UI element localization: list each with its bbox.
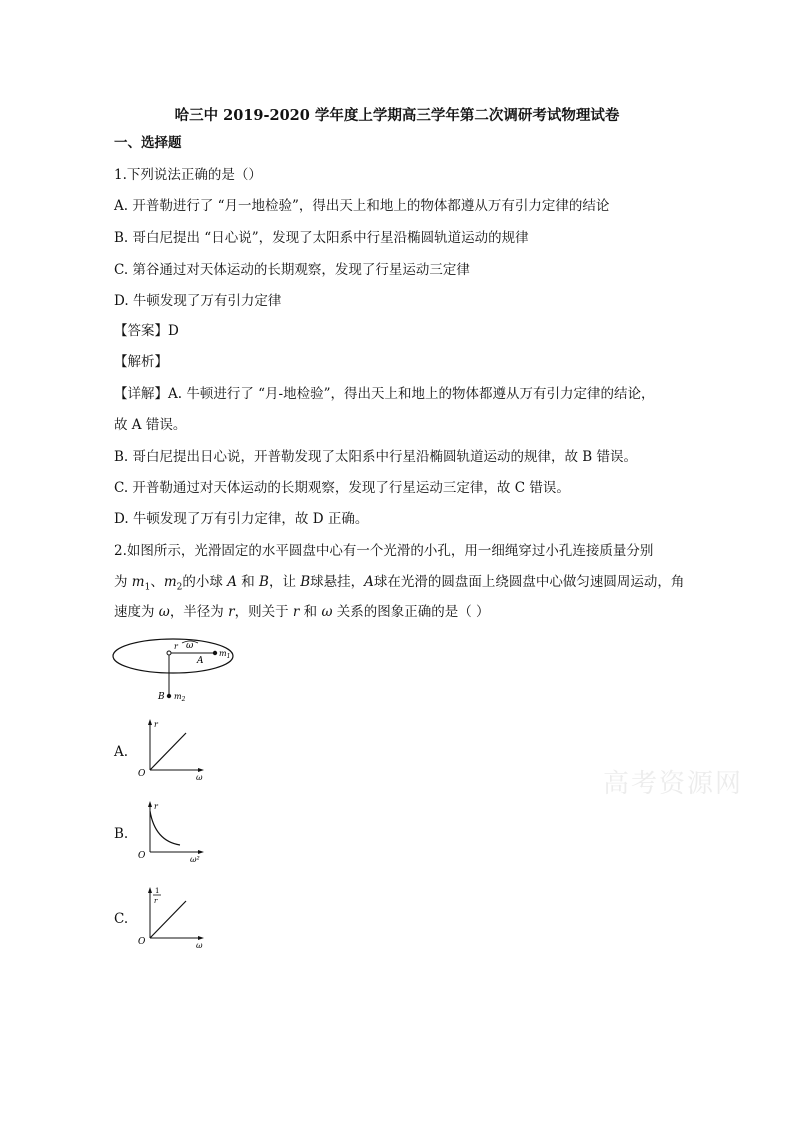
q2-option-c-label[interactable]: C. (114, 911, 129, 927)
label-m1: $m_1$ (219, 649, 231, 660)
q1-detail-line: D. 牛顿发现了万有引力定律，故 D 正确。 (114, 511, 369, 527)
x-axis-label: ω (196, 773, 203, 780)
label-r: r (174, 642, 178, 651)
ball-a (213, 651, 217, 655)
x-axis-label: ω² (190, 855, 200, 864)
origin-label: O (138, 937, 146, 947)
y-arrow (148, 801, 152, 807)
x-arrow (198, 850, 204, 854)
q2-option-c-graph[interactable] (136, 884, 208, 948)
q2-option-a-graph[interactable] (136, 716, 208, 780)
disc-ellipse (113, 639, 233, 673)
y-axis-label: r (154, 802, 158, 811)
q2-stem-line3: 速度为 ω，半径为 r，则关于 r 和 ω 关系的图象正确的是（ ） (114, 604, 490, 620)
q1-option-d: D. 牛顿发现了万有引力定律 (114, 293, 282, 309)
q1-detail-line: C. 开普勒通过对天体运动的长期观察，发现了行星运动三定律，故 C 错误。 (114, 480, 570, 496)
hole (167, 651, 171, 655)
disc-figure (112, 636, 252, 704)
q1-stem: 1.下列说法正确的是（） (114, 167, 262, 183)
x-arrow (198, 936, 204, 940)
q1-option-c: C. 第谷通过对天体运动的长期观察，发现了行星运动三定律 (114, 262, 470, 278)
q1-option-a: A. 开普勒进行了 “月一地检验”，得出天上和地上的物体都遵从万有引力定律的结论 (114, 198, 610, 214)
plot-line (150, 733, 186, 770)
y-axis-label-numerator: 1 (155, 887, 160, 895)
page-title: 哈三中 2019-2020 学年度上学期高三学年第二次调研考试物理试卷 (174, 107, 620, 124)
label-omega: ω (186, 641, 194, 651)
y-axis-label: r (154, 720, 158, 729)
q2-option-b-graph[interactable] (136, 798, 208, 864)
y-arrow (148, 719, 152, 725)
q1-detail-line: 【详解】A. 牛顿进行了 “月-地检验”，得出天上和地上的物体都遵从万有引力定律的结论， (114, 386, 655, 402)
watermark: 高考资源网 (603, 769, 744, 799)
label-a: A (197, 656, 204, 666)
label-b: B (158, 692, 165, 702)
plot-line (150, 901, 186, 938)
q2-stem-line1: 2.如图所示，光滑固定的水平圆盘中心有一个光滑的小孔，用一细绳穿过小孔连接质量分别 (114, 543, 654, 559)
q2-option-a-label[interactable]: A. (114, 744, 129, 760)
y-arrow (148, 887, 152, 893)
q1-detail-line: B. 哥白尼提出日心说，开普勒发现了太阳系中行星沿椭圆轨道运动的规律，故 B 错误。 (114, 449, 638, 465)
q2-stem-line2: 为 $m_1$、$m_2$的小球 A 和 B，让 B球悬挂，A球在光滑的圆盘面上绕圆盘中心做匀速圆周运动，角 (114, 574, 685, 593)
x-axis-label: ω (196, 941, 203, 948)
x-arrow (198, 768, 204, 772)
q1-option-b: B. 哥白尼提出 “日心说”，发现了太阳系中行星沿椭圆轨道运动的规律 (114, 230, 529, 246)
ball-b (167, 694, 171, 698)
label-m2: $m_2$ (174, 692, 186, 703)
q2-option-b-label[interactable]: B. (114, 826, 129, 842)
origin-label: O (138, 769, 146, 779)
origin-label: O (138, 851, 146, 861)
plot-curve (150, 811, 180, 845)
q1-analysis-label: 【解析】 (114, 354, 168, 370)
y-axis-label-denominator: r (154, 897, 158, 905)
q1-answer: 【答案】D (114, 323, 179, 339)
section-heading: 一、选择题 (114, 135, 182, 151)
q1-detail-line: 故 A 错误。 (114, 417, 187, 433)
